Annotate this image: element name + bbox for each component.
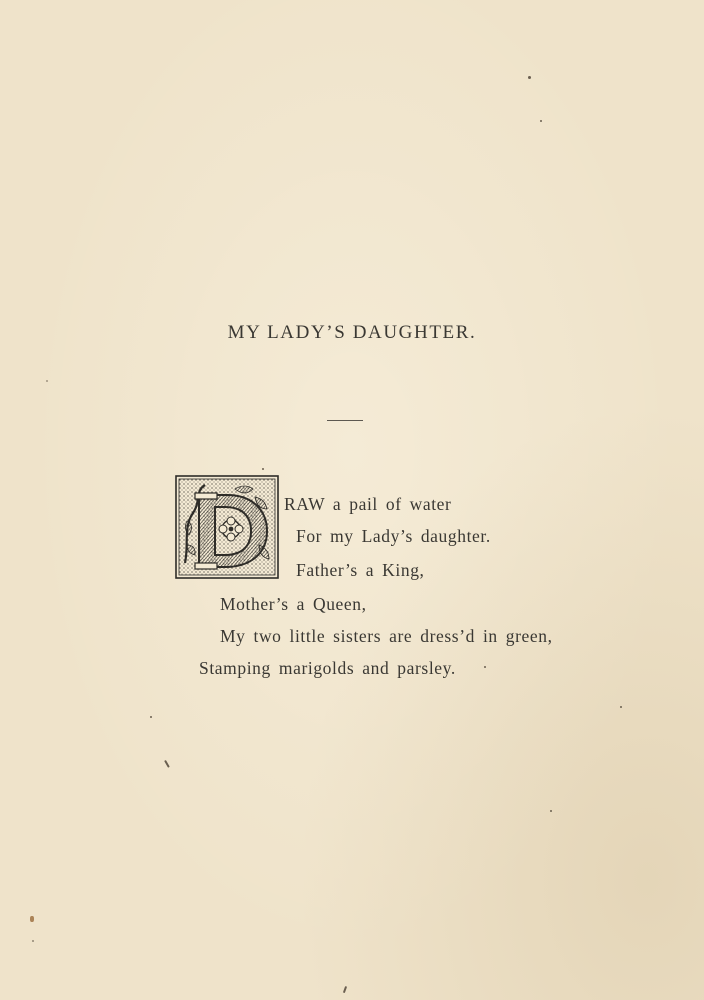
paper-speck bbox=[150, 716, 152, 718]
paper-speck bbox=[620, 706, 622, 708]
poem-line-1: RAW a pail of water bbox=[284, 494, 452, 514]
paper-speck bbox=[164, 760, 169, 768]
ornamental-dropcap-d-icon bbox=[175, 475, 279, 579]
paper-speck bbox=[550, 810, 552, 812]
page-title: MY LADY’S DAUGHTER. bbox=[227, 322, 477, 343]
poem-line-6: Stamping marigolds and parsley. bbox=[199, 658, 456, 678]
paper-stain bbox=[30, 916, 34, 922]
paper-speck bbox=[484, 666, 486, 668]
poem-line-3: Father’s a King, bbox=[296, 560, 425, 580]
paper-speck bbox=[528, 76, 531, 79]
paper-speck bbox=[540, 120, 542, 122]
poem-line-4: Mother’s a Queen, bbox=[220, 594, 367, 614]
title-divider bbox=[327, 420, 363, 421]
paper-speck bbox=[46, 380, 48, 382]
paper-speck bbox=[262, 468, 264, 470]
paper-speck bbox=[32, 940, 34, 942]
poem-line-2: For my Lady’s daughter. bbox=[296, 526, 491, 546]
poem-line-5: My two little sisters are dress’d in green, bbox=[220, 626, 553, 646]
paper-speck bbox=[343, 986, 347, 993]
